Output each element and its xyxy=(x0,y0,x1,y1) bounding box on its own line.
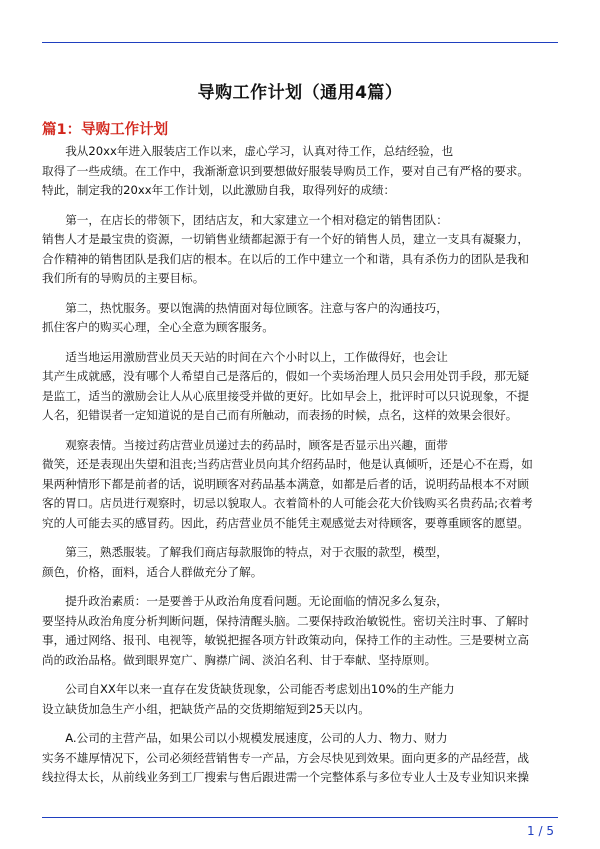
paragraph-line: 合作精神的销售团队是我们店的根本。在以后的工作中建立一个和谐，具有杀伤力的团队是我和 xyxy=(42,251,529,266)
paragraph-line: 设立缺货加急生产小组，把缺货产品的交货期缩短到25天以内。 xyxy=(42,701,370,716)
paragraph-line: 适当地运用激励营业员天天站的时间在六个小时以上，工作做得好，也会让 xyxy=(42,349,448,364)
paragraph-line: 果两种情形下都是前者的话，说明顾客对药品基本满意，如都是后者的话，说明药品根本不对顾 xyxy=(42,476,529,491)
paragraph-line: 线拉得太长，从前线业务到工厂搜索与售后跟进需一个完整体系与多位专业人士及专业知识来操 xyxy=(42,770,529,784)
paragraph-line: 观察表情。当接过药店营业员递过去的药品时，顾客是否显示出兴趣，面带 xyxy=(42,437,448,452)
paragraph-line: 客的胃口。店员进行观察时，切忌以貌取人。衣着简朴的人可能会花大价钱购买名贵药品;衣着考 xyxy=(42,496,533,510)
paragraph xyxy=(42,680,558,719)
paragraph-line: 第二，热忱服务。要以饱满的热情面对每位顾客。注意与客户的沟通技巧， xyxy=(42,300,448,315)
paragraph-line: 特此，制定我的20xx年工作计划，以此激励自我，取得列好的成绩： xyxy=(42,183,396,197)
paragraph xyxy=(42,211,558,289)
paragraph-line: 我从20xx年进入服装店工作以来，虚心学习，认真对待工作，总结经验，也 xyxy=(42,144,454,158)
paragraph-line: 其产生成就感，没有哪个人希望自己是落后的，假如一个卖场治理人员只会用处罚手段，那无疑 xyxy=(42,369,529,383)
page-number: 1 / 5 xyxy=(527,824,554,838)
paragraph-line: 事，通过网络、报刊、电视等，敏锐把握各项方针政策动向，保持工作的主动性。三是要树立高 xyxy=(42,633,529,647)
paragraph-line: A.公司的主营产品，如果公司以小规模发展速度，公司的人力、物力、财力 xyxy=(42,731,448,745)
paragraph xyxy=(42,142,558,201)
paragraph-line: 颜色，价格，面料，适合人群做充分了解。 xyxy=(42,564,263,579)
paragraph-line: 第三，熟悉服装。了解我们商店每款服饰的特点，对于衣服的款型，模型， xyxy=(42,545,448,559)
paragraph-line: 究的人可能去买的感冒药。因此，药店营业员不能凭主观感觉去对待顾客，要尊重顾客的愿望。 xyxy=(42,515,529,530)
document-title: 导购工作计划（通用4篇） xyxy=(197,83,403,103)
paragraph-line: 销售人才是最宝贵的资源，一切销售业绩都起源于有一个好的销售人员，建立一支具有凝聚力， xyxy=(42,232,529,246)
paragraph-line: 实务不雄厚情况下，公司必须经营销售专一产品，方会尽快见到效果。面向更多的产品经营，战 xyxy=(42,750,529,765)
paragraph xyxy=(42,299,558,338)
paragraph-line: 要坚持从政治角度分析判断问题，保持清醒头脑。二要保持政治敏锐性。密切关注时事、了解时 xyxy=(42,613,529,628)
paragraph-line: 是监工，适当的激励会让人从心底里接受并做的更好。比如早会上，批评时可以只说现象，不提 xyxy=(42,388,529,403)
paragraph-line: 我们所有的导购员的主要目标。 xyxy=(42,271,205,285)
paragraph xyxy=(42,543,558,582)
paragraph xyxy=(42,348,558,426)
paragraph xyxy=(42,592,558,670)
document-body xyxy=(42,142,558,798)
section-heading: 篇1：导购工作计划 xyxy=(42,122,169,138)
paragraph-line: 取得了一些成绩。在工作中，我渐渐意识到要想做好服装导购员工作，要对自己有严格的要求。 xyxy=(42,163,529,178)
paragraph-line: 微笑，还是表现出失望和沮丧;当药店营业员向其介绍药品时，他是认真倾听，还是心不在焉，如 xyxy=(42,457,533,471)
paragraph xyxy=(42,436,558,534)
paragraph-line: 第一，在店长的带领下，团结店友，和大家建立一个相对稳定的销售团队： xyxy=(42,212,448,227)
paragraph-line: 抓住客户的购买心理，全心全意为顾客服务。 xyxy=(42,320,274,334)
footer-rule xyxy=(42,817,558,818)
paragraph-line: 人名，犯错误者一定知道说的是自己而有所触动，而表扬的时候，点名，这样的效果会很好。 xyxy=(42,408,518,422)
paragraph-line: 尚的政治品格。做到眼界宽广、胸襟广阔、淡泊名利、甘于奉献、坚持原则。 xyxy=(42,652,437,667)
header-rule xyxy=(42,42,558,43)
paragraph-line: 公司自XX年以来一直存在发货缺货现象，公司能否考虑划出10%的生产能力 xyxy=(42,682,455,696)
paragraph-line: 提升政治素质：一是要善于从政治角度看问题。无论面临的情况多么复杂， xyxy=(42,594,448,608)
paragraph xyxy=(42,729,558,788)
